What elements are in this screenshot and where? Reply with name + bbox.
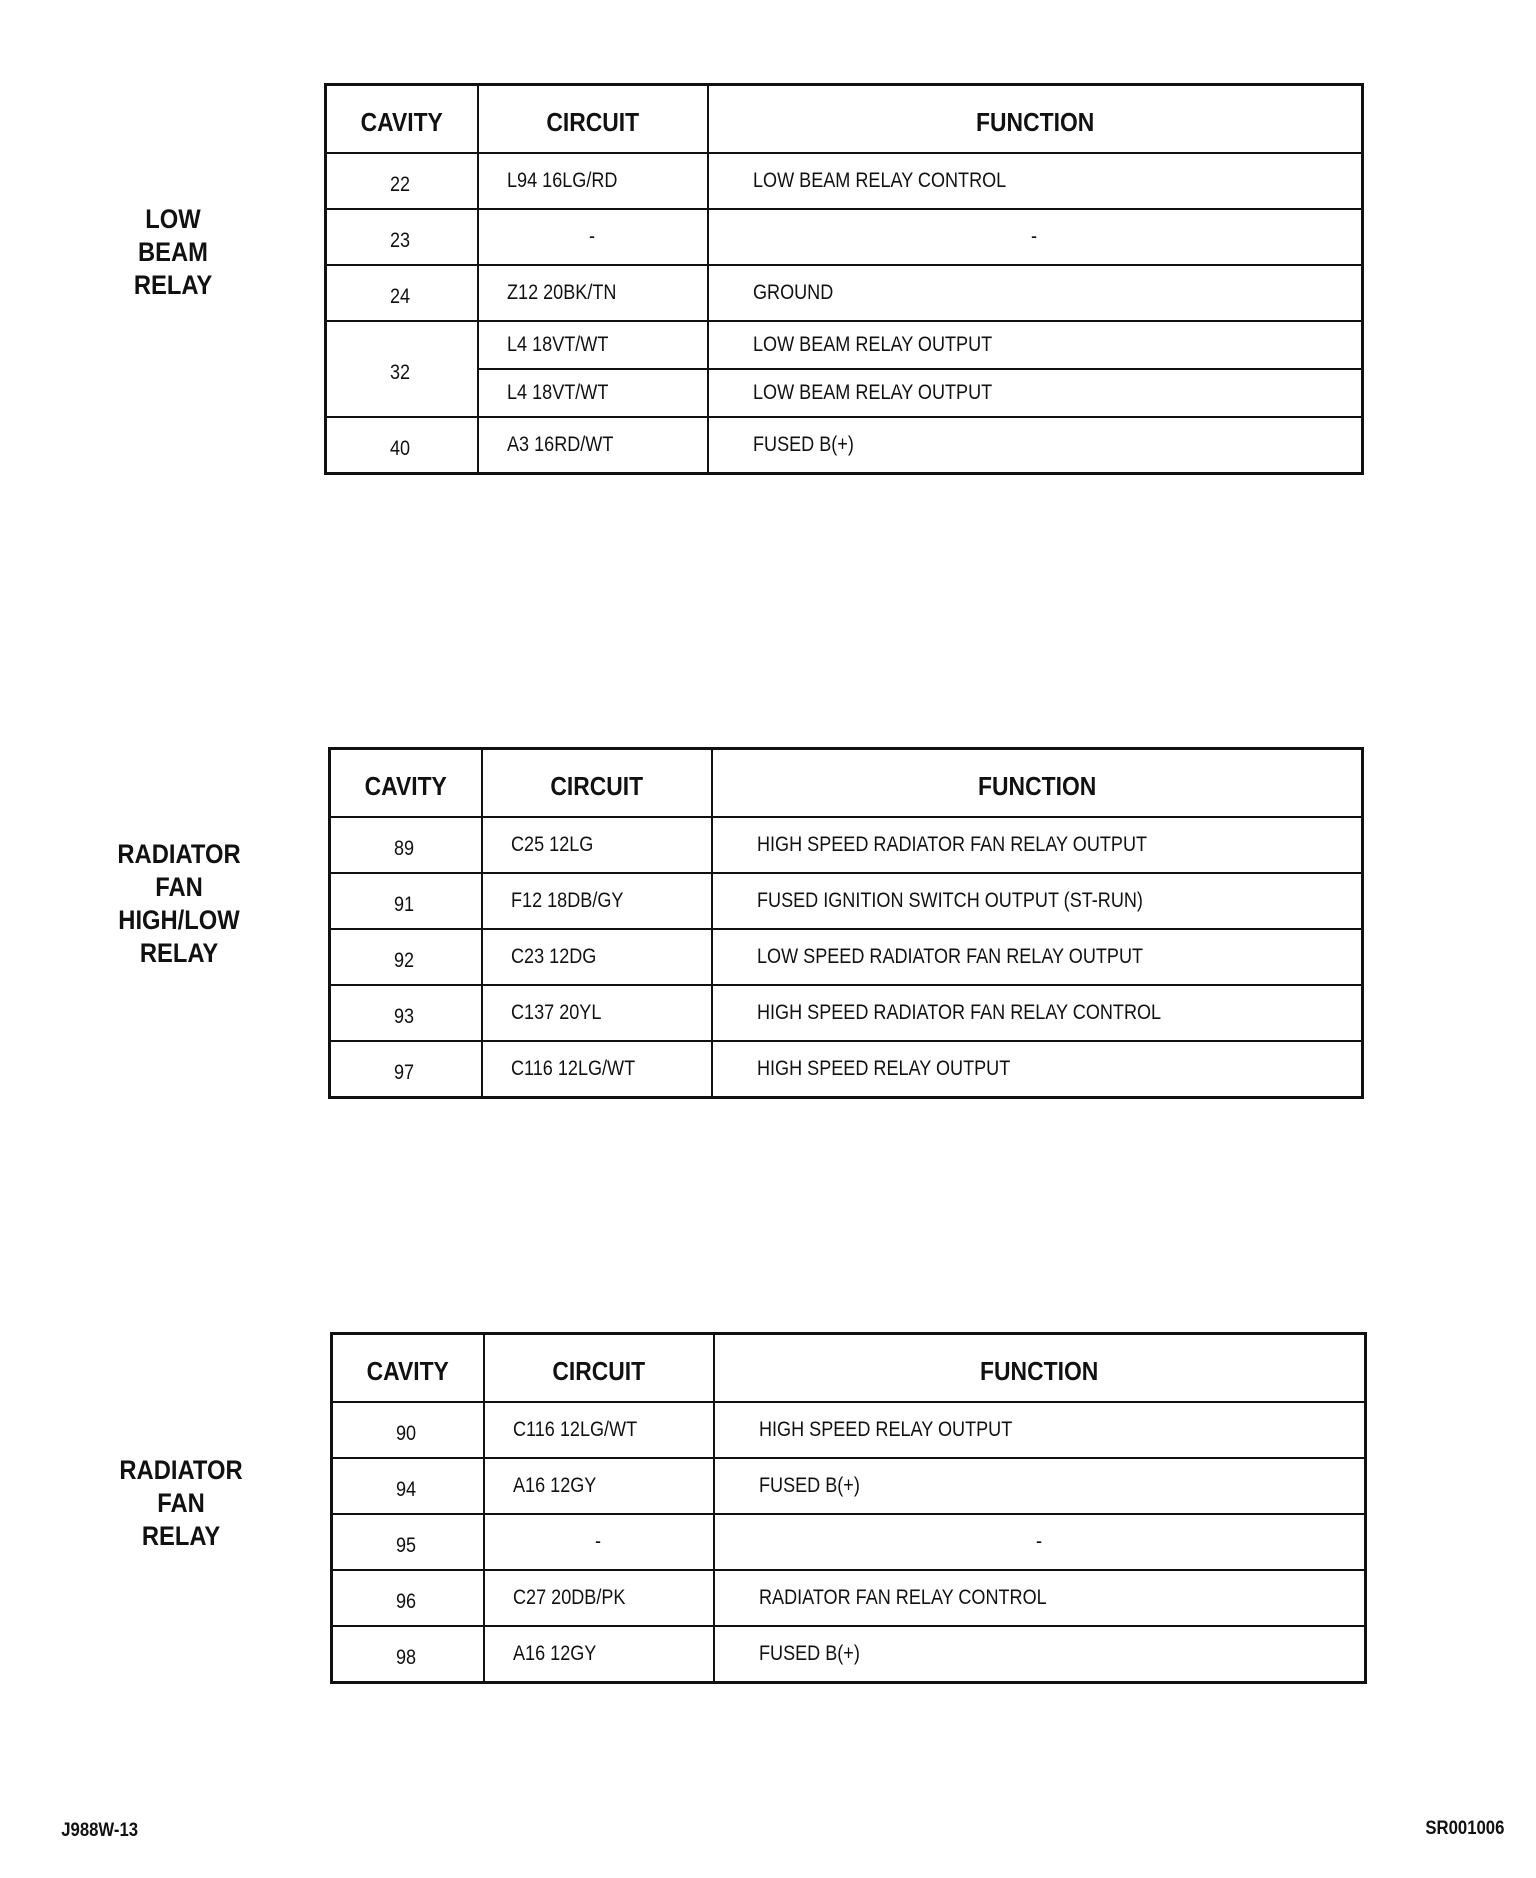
cavity-header: CAVITY xyxy=(326,85,478,154)
function-cell: FUSED B(+) xyxy=(708,417,1363,474)
radiator-fan-high-low-relay-table xyxy=(328,747,1364,1099)
cavity-cell: 95 xyxy=(332,1514,484,1570)
table-row xyxy=(332,1402,1366,1458)
cavity-header: CAVITY xyxy=(332,1334,484,1403)
figure-id-left: J988W-13 xyxy=(61,1820,139,1841)
function-cell: HIGH SPEED RELAY OUTPUT xyxy=(714,1402,1366,1458)
circuit-cell: C116 12LG/WT xyxy=(484,1402,714,1458)
function-cell: - xyxy=(708,209,1363,265)
section-label-radiator-fan-relay xyxy=(93,1454,269,1553)
circuit-cell: L4 18VT/WT xyxy=(478,321,708,369)
circuit-header: CIRCUIT xyxy=(482,749,712,818)
circuit-cell: A3 16RD/WT xyxy=(478,417,708,474)
table-row xyxy=(330,1041,1363,1098)
circuit-cell: C27 20DB/PK xyxy=(484,1570,714,1626)
section-label-line: RELAY xyxy=(133,270,213,300)
section-label-line: RELAY xyxy=(141,1521,221,1551)
function-cell: LOW SPEED RADIATOR FAN RELAY OUTPUT xyxy=(712,929,1363,985)
function-cell: RADIATOR FAN RELAY CONTROL xyxy=(714,1570,1366,1626)
table-row xyxy=(330,817,1363,873)
table-row xyxy=(332,1514,1366,1570)
table-row xyxy=(326,369,1363,417)
cavity-cell: 32 xyxy=(326,321,478,417)
table-row xyxy=(326,321,1363,369)
function-cell: GROUND xyxy=(708,265,1363,321)
circuit-cell: L94 16LG/RD xyxy=(478,153,708,209)
table-header-row xyxy=(332,1334,1366,1403)
section-label-line: LOW xyxy=(145,204,201,234)
function-cell: FUSED B(+) xyxy=(714,1626,1366,1683)
circuit-cell: - xyxy=(478,209,708,265)
cavity-cell: 94 xyxy=(332,1458,484,1514)
circuit-header: CIRCUIT xyxy=(484,1334,714,1403)
circuit-cell: C116 12LG/WT xyxy=(482,1041,712,1098)
section-label-line: FAN xyxy=(157,1488,205,1518)
circuit-cell: A16 12GY xyxy=(484,1626,714,1683)
cavity-cell: 97 xyxy=(330,1041,482,1098)
function-cell: HIGH SPEED RADIATOR FAN RELAY CONTROL xyxy=(712,985,1363,1041)
cavity-header: CAVITY xyxy=(330,749,482,818)
circuit-cell: C137 20YL xyxy=(482,985,712,1041)
table-row xyxy=(332,1626,1366,1683)
function-header: FUNCTION xyxy=(708,85,1363,154)
cavity-cell: 40 xyxy=(326,417,478,474)
circuit-cell: Z12 20BK/TN xyxy=(478,265,708,321)
cavity-cell: 91 xyxy=(330,873,482,929)
cavity-cell: 22 xyxy=(326,153,478,209)
circuit-cell: L4 18VT/WT xyxy=(478,369,708,417)
circuit-cell: A16 12GY xyxy=(484,1458,714,1514)
function-header: FUNCTION xyxy=(714,1334,1366,1403)
function-cell: - xyxy=(714,1514,1366,1570)
table-row xyxy=(326,265,1363,321)
table-header-row xyxy=(330,749,1363,818)
cavity-cell: 23 xyxy=(326,209,478,265)
circuit-cell: C25 12LG xyxy=(482,817,712,873)
circuit-cell: C23 12DG xyxy=(482,929,712,985)
table-header-row xyxy=(326,85,1363,154)
section-label-low-beam-relay xyxy=(85,203,261,302)
function-cell: FUSED IGNITION SWITCH OUTPUT (ST-RUN) xyxy=(712,873,1363,929)
table-row xyxy=(332,1458,1366,1514)
circuit-cell: F12 18DB/GY xyxy=(482,873,712,929)
section-label-line: HIGH/LOW xyxy=(118,905,240,935)
cavity-cell: 93 xyxy=(330,985,482,1041)
function-cell: LOW BEAM RELAY CONTROL xyxy=(708,153,1363,209)
section-label-line: RADIATOR xyxy=(119,1455,243,1485)
cavity-cell: 98 xyxy=(332,1626,484,1683)
section-label-line: FAN xyxy=(155,872,203,902)
cavity-cell: 89 xyxy=(330,817,482,873)
function-cell: LOW BEAM RELAY OUTPUT xyxy=(708,321,1363,369)
radiator-fan-relay-table xyxy=(330,1332,1367,1684)
cavity-cell: 96 xyxy=(332,1570,484,1626)
cavity-cell: 90 xyxy=(332,1402,484,1458)
circuit-header: CIRCUIT xyxy=(478,85,708,154)
section-label-line: BEAM xyxy=(138,237,208,267)
function-cell: LOW BEAM RELAY OUTPUT xyxy=(708,369,1363,417)
section-label-line: RELAY xyxy=(139,938,219,968)
table-row xyxy=(326,209,1363,265)
table-row xyxy=(330,873,1363,929)
table-row xyxy=(330,929,1363,985)
section-label-radiator-fan-high-low-relay xyxy=(91,838,267,970)
function-cell: HIGH SPEED RELAY OUTPUT xyxy=(712,1041,1363,1098)
function-header: FUNCTION xyxy=(712,749,1363,818)
function-cell: FUSED B(+) xyxy=(714,1458,1366,1514)
table-row xyxy=(326,417,1363,474)
table-row xyxy=(330,985,1363,1041)
function-cell: HIGH SPEED RADIATOR FAN RELAY OUTPUT xyxy=(712,817,1363,873)
circuit-cell: - xyxy=(484,1514,714,1570)
table-row xyxy=(326,153,1363,209)
cavity-cell: 92 xyxy=(330,929,482,985)
low-beam-relay-table xyxy=(324,83,1364,475)
figure-id-right: SR001006 xyxy=(1425,1818,1505,1839)
cavity-cell: 24 xyxy=(326,265,478,321)
table-row xyxy=(332,1570,1366,1626)
section-label-line: RADIATOR xyxy=(117,839,241,869)
